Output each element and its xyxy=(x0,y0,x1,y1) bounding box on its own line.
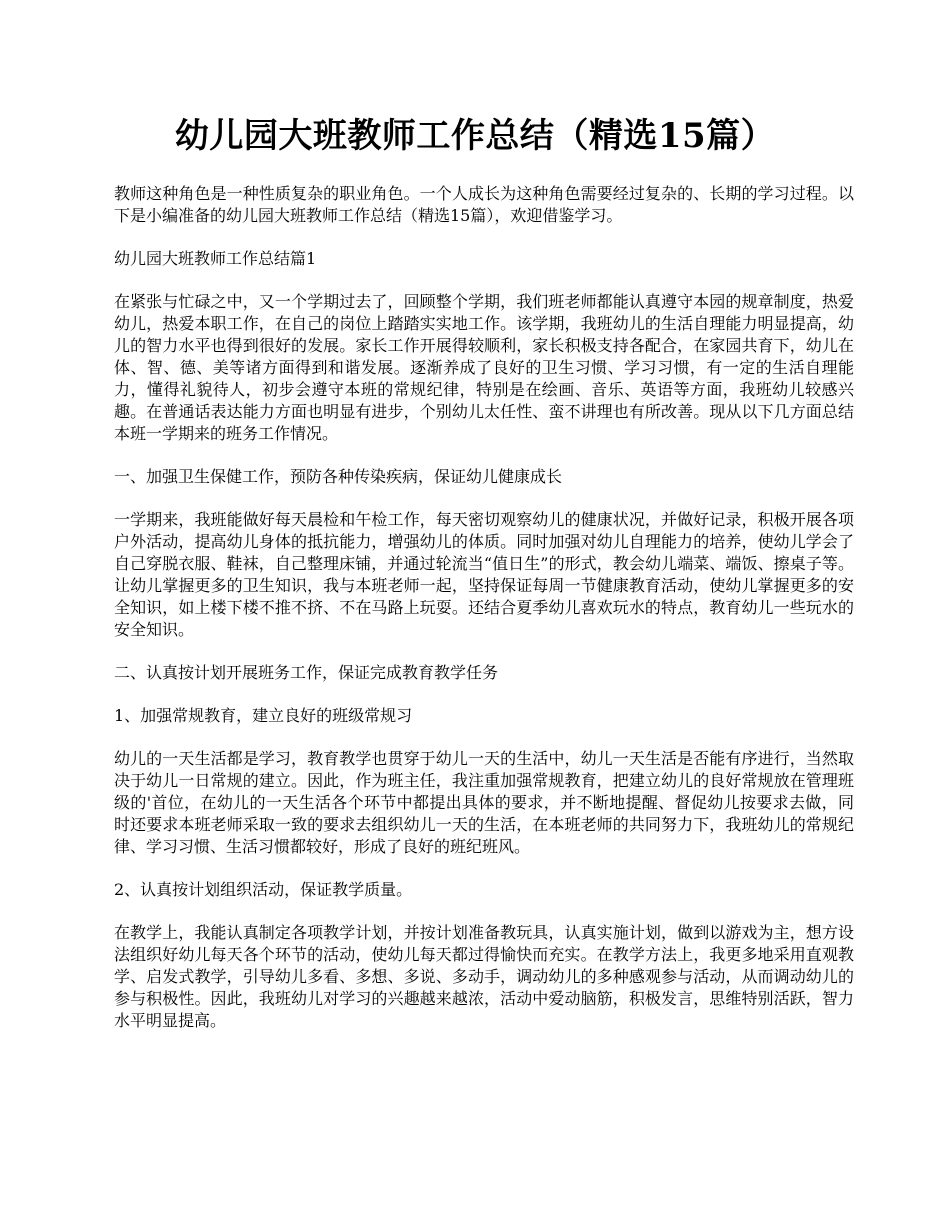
paragraph-4: 在教学上，我能认真制定各项教学计划，并按计划准备教玩具，认真实施计划，做到以游戏为主，想方设法组织好幼儿每天各个环节的活动，使幼儿每天都过得愉快而充实。在教学方法上，我更多地采用直观教学、启发式教学，引导幼儿多看、多想、多说、多动手，调动幼儿的多种感观参与活动，从而调动幼儿的参与积极性。因此，我班幼儿对学习的兴趣越来越浓，活动中爱动脑筋，积极发言，思维特别活跃，智力水平明显提高。 xyxy=(114,923,854,1030)
paragraph-3: 幼儿的一天生活都是学习，教育教学也贯穿于幼儿一天的生活中，幼儿一天生活是否能有序进行，当然取决于幼儿一日常规的建立。因此，作为班主任，我注重加强常规教育，把建立幼儿的良好常规放在管理班级的'首位，在幼儿的一天生活各个环节中都提出具体的要求，并不断地提醒、督促幼儿按要求去做，同时还要求本班老师采取一致的要求去组织幼儿一天的生活，在本班老师的共同努力下，我班幼儿的常规纪律、学习习惯、生活习惯都较好，形成了良好的班纪班风。 xyxy=(114,749,854,856)
heading-4: 2、认真按计划组织活动，保证教学质量。 xyxy=(114,880,413,899)
intro-paragraph: 教师这种角色是一种性质复杂的职业角色。一个人成长为这种角色需要经过复杂的、长期的学习过程。以下是小编准备的幼儿园大班教师工作总结（精选15篇），欢迎借鉴学习。 xyxy=(114,184,854,225)
heading-3: 1、加强常规教育，建立良好的班级常规习 xyxy=(114,706,413,725)
document-body xyxy=(114,183,854,1053)
heading-2: 二、认真按计划开展班务工作，保证完成教育教学任务 xyxy=(114,663,499,682)
document-title: 幼儿园大班教师工作总结（精选15篇） xyxy=(174,116,776,156)
paragraph-1: 在紧张与忙碌之中，又一个学期过去了，回顾整个学期，我们班老师都能认真遵守本园的规章制度，热爱幼儿，热爱本职工作，在自己的岗位上踏踏实实地工作。该学期，我班幼儿的生活自理能力明显提高，幼儿的智力水平也得到很好的发展。家长工作开展得较顺利，家长积极支持各配合，在家园共育下，幼儿在体、智、德、美等诸方面得到和谐发展。逐渐养成了良好的卫生习惯、学习习惯，有一定的生活自理能力，懂得礼貌待人，初步会遵守本班的常规纪律，特别是在绘画、音乐、英语等方面，我班幼儿较感兴趣。在普通话表达能力方面也明显有进步，个别幼儿太任性、蛮不讲理也有所改善。现从以下几方面总结本班一学期来的班务工作情况。 xyxy=(114,292,854,443)
section-title: 幼儿园大班教师工作总结篇1 xyxy=(114,249,317,268)
heading-1: 一、加强卫生保健工作，预防各种传染疾病，保证幼儿健康成长 xyxy=(114,467,563,486)
paragraph-2: 一学期来，我班能做好每天晨检和午检工作，每天密切观察幼儿的健康状况，并做好记录，积极开展各项户外活动，提高幼儿身体的抵抗能力，增强幼儿的体质。同时加强对幼儿自理能力的培养，使幼儿学会了自己穿脱衣服、鞋袜，自己整理床铺，并通过轮流当“值日生”的形式，教会幼儿端菜、端饭、擦桌子等。让幼儿掌握更多的卫生知识，我与本班老师一起，坚持保证每周一节健康教育活动，使幼儿掌握更多的安全知识，如上楼下楼不推不挤、不在马路上玩耍。还结合夏季幼儿喜欢玩水的特点，教育幼儿一些玩水的安全知识。 xyxy=(114,510,854,639)
